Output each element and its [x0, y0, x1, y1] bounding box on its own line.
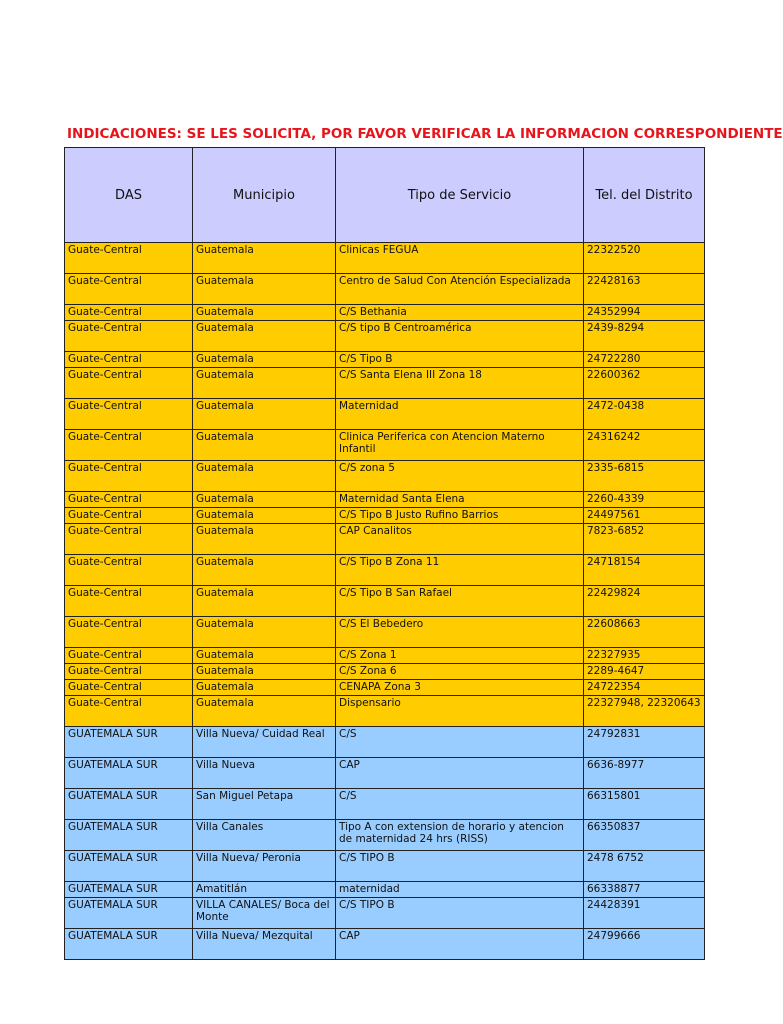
cell-das[interactable]: Guate-Central: [65, 617, 193, 648]
table-row: [65, 758, 705, 789]
header-municipio[interactable]: Municipio: [193, 148, 336, 243]
cell-das[interactable]: Guate-Central: [65, 648, 193, 664]
cell-municipio[interactable]: Guatemala: [193, 696, 336, 727]
cell-municipio[interactable]: Guatemala: [193, 648, 336, 664]
table-row: [65, 305, 705, 321]
cell-tel[interactable]: 2472-0438: [584, 399, 705, 430]
cell-das[interactable]: Guate-Central: [65, 696, 193, 727]
cell-tel[interactable]: 24792831: [584, 727, 705, 758]
cell-tel[interactable]: 24316242: [584, 430, 705, 461]
cell-das[interactable]: Guate-Central: [65, 524, 193, 555]
cell-tel[interactable]: 7823-6852: [584, 524, 705, 555]
cell-municipio[interactable]: Guatemala: [193, 586, 336, 617]
cell-tipo-servicio[interactable]: C/S: [336, 727, 584, 758]
cell-tipo-servicio[interactable]: C/S El Bebedero: [336, 617, 584, 648]
cell-tipo-servicio[interactable]: CENAPA Zona 3: [336, 680, 584, 696]
cell-das[interactable]: GUATEMALA SUR: [65, 820, 193, 851]
cell-tipo-servicio[interactable]: C/S Tipo B San Rafael: [336, 586, 584, 617]
cell-tipo-servicio[interactable]: Maternidad Santa Elena: [336, 492, 584, 508]
cell-tipo-servicio[interactable]: C/S zona 5: [336, 461, 584, 492]
cell-tel[interactable]: 2335-6815: [584, 461, 705, 492]
cell-municipio[interactable]: Guatemala: [193, 274, 336, 305]
cell-tel[interactable]: 22322520: [584, 243, 705, 274]
cell-tipo-servicio[interactable]: Clinicas FEGUA: [336, 243, 584, 274]
cell-municipio[interactable]: Guatemala: [193, 524, 336, 555]
table-row: [65, 617, 705, 648]
table-row: [65, 586, 705, 617]
header-tel-distrito[interactable]: Tel. del Distrito: [584, 148, 705, 243]
cell-tipo-servicio[interactable]: CAP: [336, 758, 584, 789]
cell-tipo-servicio[interactable]: CAP: [336, 929, 584, 960]
cell-das[interactable]: GUATEMALA SUR: [65, 898, 193, 929]
cell-das[interactable]: GUATEMALA SUR: [65, 758, 193, 789]
table-row: [65, 727, 705, 758]
cell-municipio[interactable]: San Miguel Petapa: [193, 789, 336, 820]
table-row: [65, 352, 705, 368]
cell-municipio[interactable]: Guatemala: [193, 399, 336, 430]
cell-municipio[interactable]: Guatemala: [193, 617, 336, 648]
cell-municipio[interactable]: Villa Nueva/ Peronia: [193, 851, 336, 882]
table-row: [65, 789, 705, 820]
table-row: [65, 696, 705, 727]
cell-tel[interactable]: 24722354: [584, 680, 705, 696]
cell-municipio[interactable]: Guatemala: [193, 305, 336, 321]
cell-das[interactable]: Guate-Central: [65, 399, 193, 430]
cell-das[interactable]: Guate-Central: [65, 352, 193, 368]
table-row: [65, 508, 705, 524]
cell-das[interactable]: Guate-Central: [65, 508, 193, 524]
cell-tel[interactable]: 66350837: [584, 820, 705, 851]
cell-municipio[interactable]: Villa Nueva: [193, 758, 336, 789]
cell-das[interactable]: Guate-Central: [65, 321, 193, 352]
cell-municipio[interactable]: Guatemala: [193, 352, 336, 368]
cell-tel[interactable]: 2289-4647: [584, 664, 705, 680]
cell-tel[interactable]: 2478 6752: [584, 851, 705, 882]
table-row: [65, 851, 705, 882]
cell-das[interactable]: Guate-Central: [65, 680, 193, 696]
table-row: [65, 461, 705, 492]
table-row: [65, 321, 705, 352]
header-row: [65, 148, 705, 243]
cell-tel[interactable]: 24428391: [584, 898, 705, 929]
cell-municipio[interactable]: Guatemala: [193, 321, 336, 352]
cell-das[interactable]: Guate-Central: [65, 555, 193, 586]
cell-municipio[interactable]: Guatemala: [193, 492, 336, 508]
cell-tipo-servicio[interactable]: Centro de Salud Con Atención Especializada: [336, 274, 584, 305]
cell-tipo-servicio[interactable]: Clinica Periferica con Atencion Materno Infantil: [336, 430, 584, 461]
cell-municipio[interactable]: Villa Nueva/ Mezquital: [193, 929, 336, 960]
cell-tel[interactable]: 24799666: [584, 929, 705, 960]
spreadsheet: [64, 147, 701, 960]
cell-tel[interactable]: 2260-4339: [584, 492, 705, 508]
cell-tel[interactable]: 22600362: [584, 368, 705, 399]
cell-das[interactable]: Guate-Central: [65, 586, 193, 617]
cell-das[interactable]: GUATEMALA SUR: [65, 727, 193, 758]
cell-tipo-servicio[interactable]: Maternidad: [336, 399, 584, 430]
cell-municipio[interactable]: Guatemala: [193, 508, 336, 524]
table-row: [65, 243, 705, 274]
cell-das[interactable]: Guate-Central: [65, 305, 193, 321]
cell-municipio[interactable]: VILLA CANALES/ Boca del Monte: [193, 898, 336, 929]
cell-tel[interactable]: 24718154: [584, 555, 705, 586]
cell-tipo-servicio[interactable]: C/S Tipo B: [336, 352, 584, 368]
cell-tipo-servicio[interactable]: C/S TIPO B: [336, 898, 584, 929]
cell-municipio[interactable]: Guatemala: [193, 243, 336, 274]
cell-municipio[interactable]: Amatitlán: [193, 882, 336, 898]
table-row: [65, 929, 705, 960]
cell-tipo-servicio[interactable]: C/S Zona 1: [336, 648, 584, 664]
cell-tipo-servicio[interactable]: maternidad: [336, 882, 584, 898]
cell-tel[interactable]: 24497561: [584, 508, 705, 524]
cell-tipo-servicio[interactable]: C/S Tipo B Zona 11: [336, 555, 584, 586]
table-row: [65, 430, 705, 461]
cell-das[interactable]: Guate-Central: [65, 430, 193, 461]
cell-municipio[interactable]: Villa Nueva/ Cuidad Real: [193, 727, 336, 758]
cell-tipo-servicio[interactable]: CAP Canalitos: [336, 524, 584, 555]
cell-municipio[interactable]: Guatemala: [193, 368, 336, 399]
cell-tipo-servicio[interactable]: C/S Zona 6: [336, 664, 584, 680]
table-row: [65, 648, 705, 664]
cell-municipio[interactable]: Guatemala: [193, 680, 336, 696]
cell-das[interactable]: GUATEMALA SUR: [65, 851, 193, 882]
cell-das[interactable]: GUATEMALA SUR: [65, 929, 193, 960]
table-row: [65, 898, 705, 929]
cell-municipio[interactable]: Guatemala: [193, 430, 336, 461]
cell-das[interactable]: Guate-Central: [65, 461, 193, 492]
cell-tel[interactable]: 66315801: [584, 789, 705, 820]
cell-tel[interactable]: 2439-8294: [584, 321, 705, 352]
table-row: [65, 555, 705, 586]
cell-tel[interactable]: 22327935: [584, 648, 705, 664]
cell-municipio[interactable]: Villa Canales: [193, 820, 336, 851]
cell-municipio[interactable]: Guatemala: [193, 555, 336, 586]
cell-tel[interactable]: 22429824: [584, 586, 705, 617]
cell-tipo-servicio[interactable]: C/S tipo B Centroamérica: [336, 321, 584, 352]
cell-tel[interactable]: 22428163: [584, 274, 705, 305]
cell-tipo-servicio[interactable]: C/S TIPO B: [336, 851, 584, 882]
table-row: [65, 820, 705, 851]
table-row: [65, 274, 705, 305]
table-body: [65, 243, 705, 960]
cell-tipo-servicio[interactable]: Dispensario: [336, 696, 584, 727]
table-row: [65, 882, 705, 898]
header-tipo-servicio[interactable]: Tipo de Servicio: [336, 148, 584, 243]
cell-das[interactable]: GUATEMALA SUR: [65, 882, 193, 898]
cell-tipo-servicio[interactable]: Tipo A con extension de horario y atencion de maternidad 24 hrs (RISS): [336, 820, 584, 851]
cell-tipo-servicio[interactable]: C/S Bethania: [336, 305, 584, 321]
cell-tel[interactable]: 66338877: [584, 882, 705, 898]
cell-tel[interactable]: 24722280: [584, 352, 705, 368]
cell-das[interactable]: Guate-Central: [65, 492, 193, 508]
table-row: [65, 492, 705, 508]
table-row: [65, 368, 705, 399]
table-row: [65, 680, 705, 696]
cell-das[interactable]: GUATEMALA SUR: [65, 789, 193, 820]
header-das[interactable]: DAS: [65, 148, 193, 243]
cell-tipo-servicio[interactable]: C/S Santa Elena III Zona 18: [336, 368, 584, 399]
cell-municipio[interactable]: Guatemala: [193, 461, 336, 492]
table-row: [65, 664, 705, 680]
page-title: INDICACIONES: SE LES SOLICITA, POR FAVOR VERIFICAR LA INFORMACION CORRESPONDIENTE: [67, 126, 783, 142]
table-row: [65, 399, 705, 430]
cell-tel[interactable]: 22608663: [584, 617, 705, 648]
service-table: [64, 147, 705, 960]
cell-das[interactable]: Guate-Central: [65, 664, 193, 680]
cell-tel[interactable]: 22327948, 22320643: [584, 696, 705, 727]
cell-tipo-servicio[interactable]: C/S Tipo B Justo Rufino Barrios: [336, 508, 584, 524]
cell-municipio[interactable]: Guatemala: [193, 664, 336, 680]
cell-das[interactable]: Guate-Central: [65, 274, 193, 305]
cell-tel[interactable]: 24352994: [584, 305, 705, 321]
table-row: [65, 524, 705, 555]
cell-tel[interactable]: 6636-8977: [584, 758, 705, 789]
cell-das[interactable]: Guate-Central: [65, 243, 193, 274]
cell-tipo-servicio[interactable]: C/S: [336, 789, 584, 820]
cell-das[interactable]: Guate-Central: [65, 368, 193, 399]
